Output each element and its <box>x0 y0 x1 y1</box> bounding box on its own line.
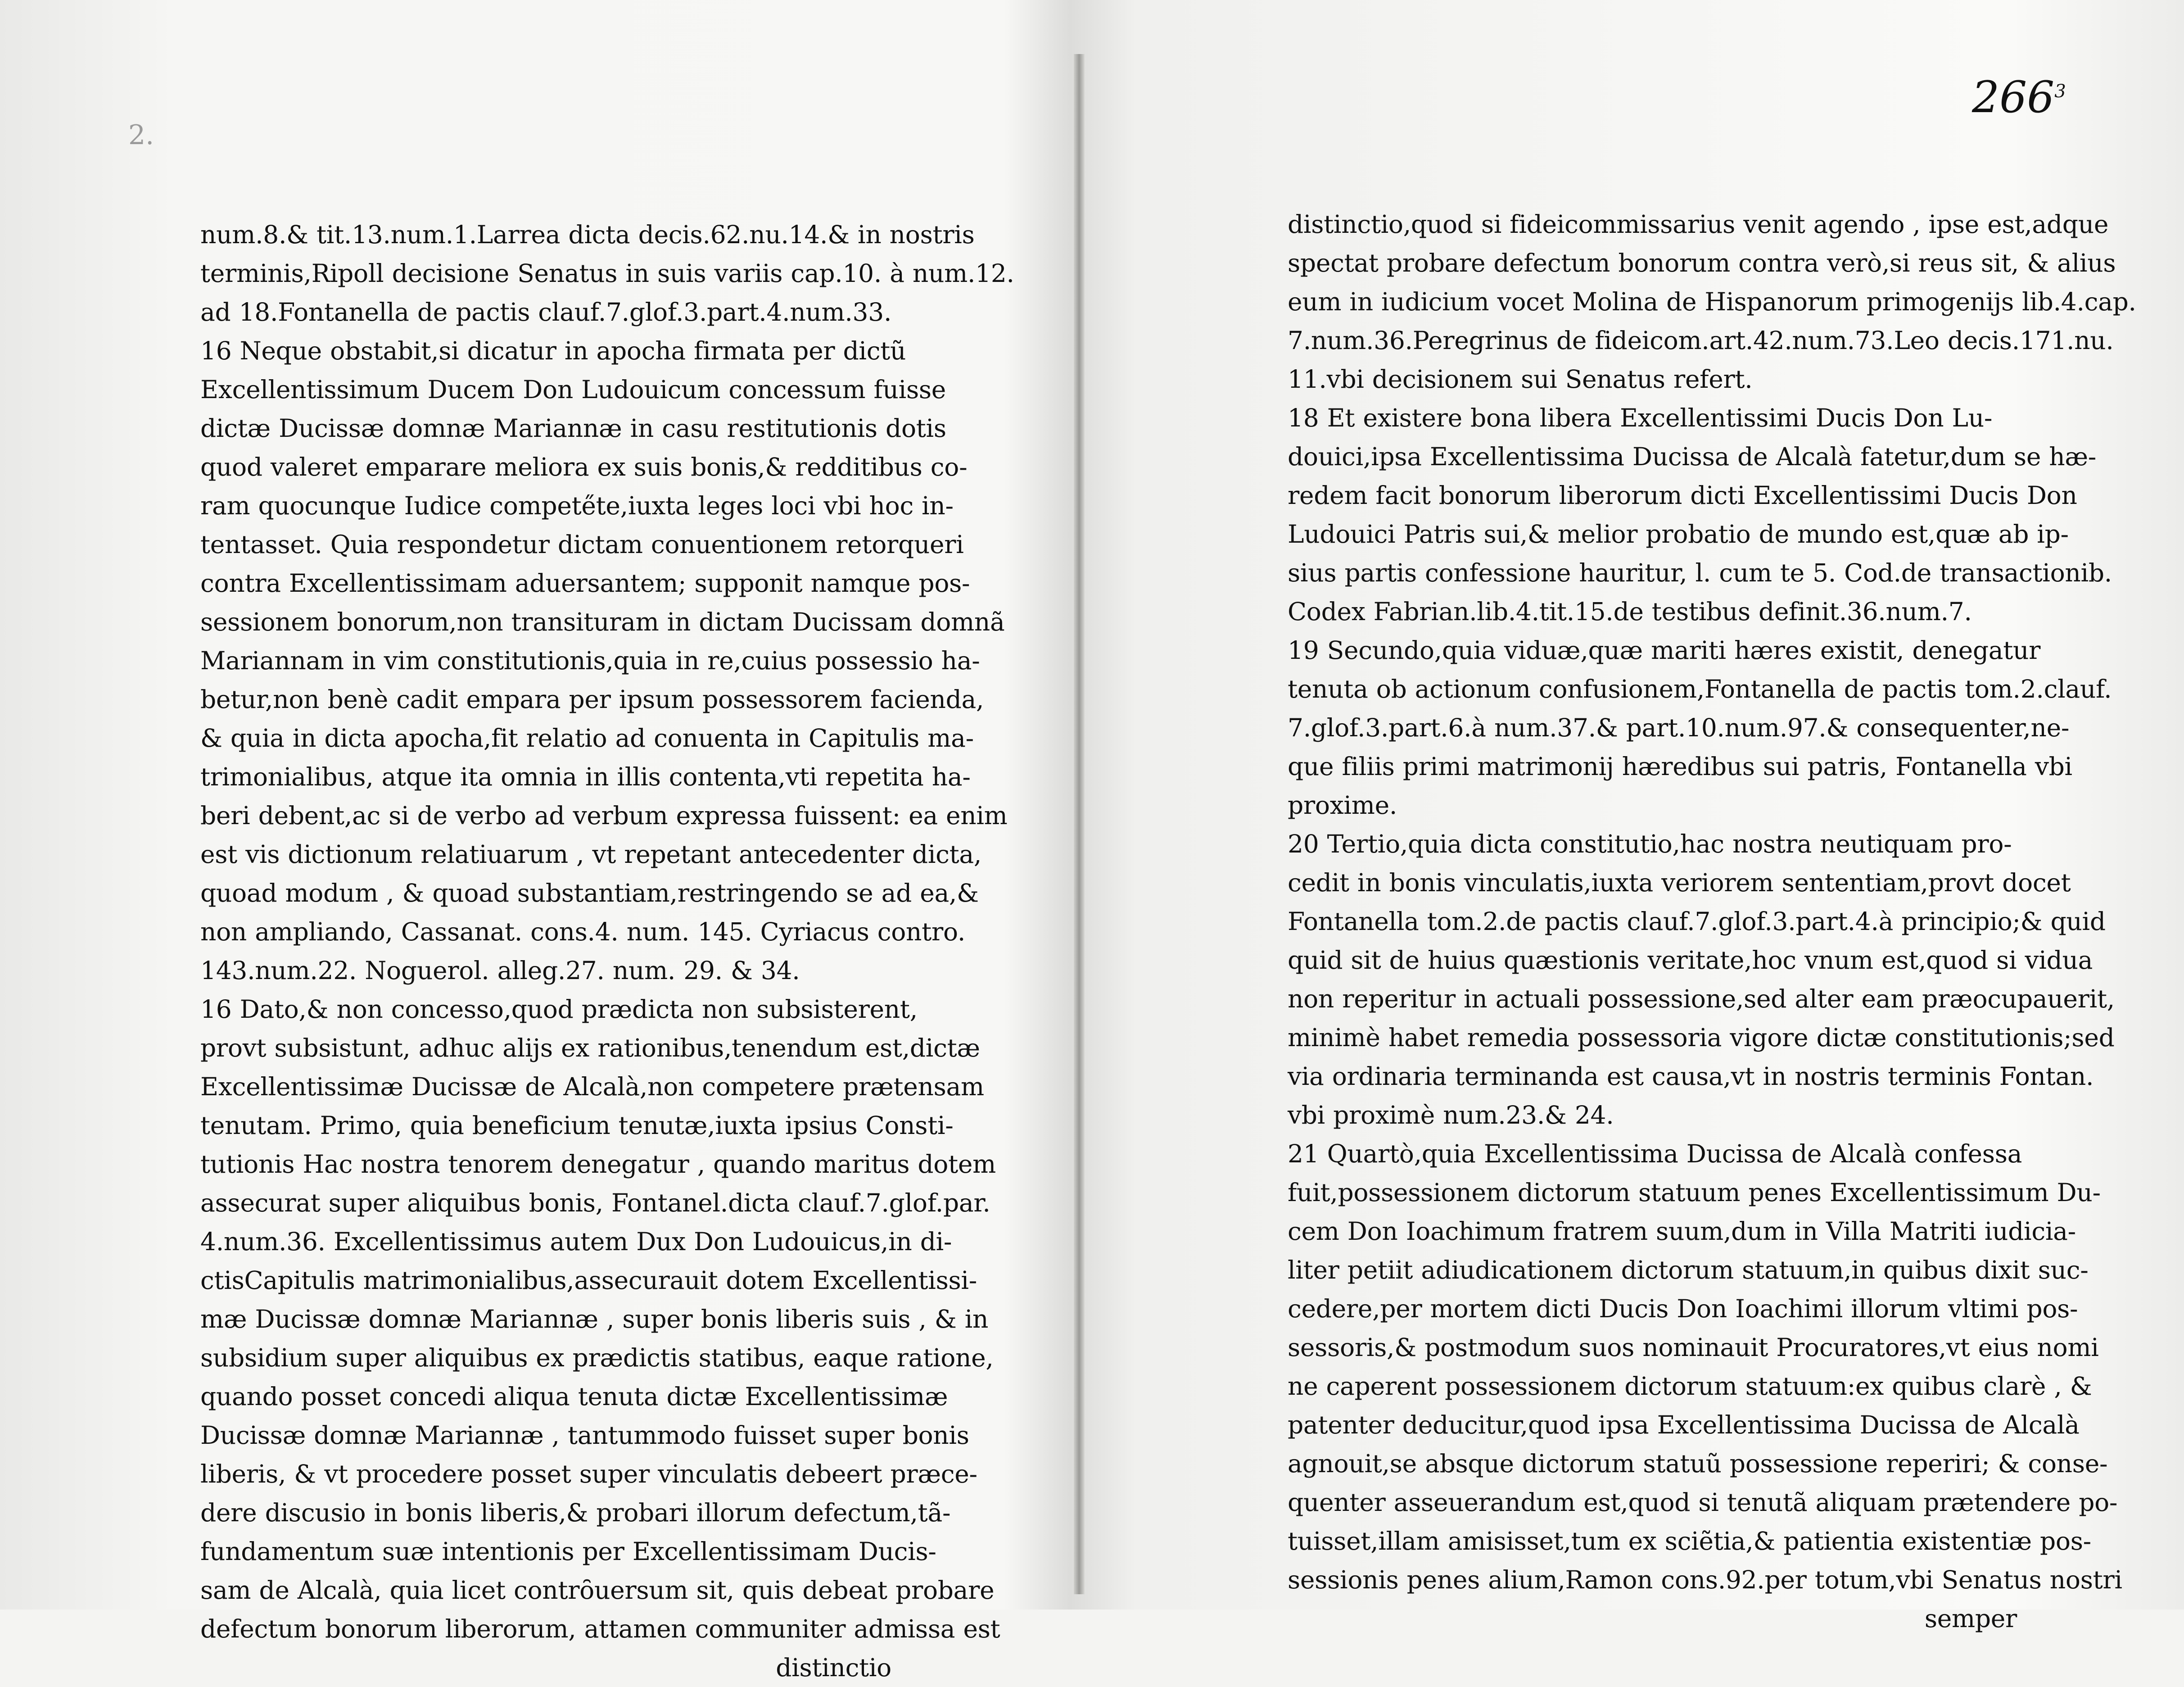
left-text-line: quando posset concedi aliqua tenuta dictæ Excellentissimæ <box>200 1382 948 1411</box>
right-text-line: fuit,possessionem dictorum statuum penes Excellentissimum Du- <box>1288 1178 2101 1207</box>
right-text-line: Ludouici Patris sui,& melior probatio de mundo est,quæ ab ip- <box>1288 520 2069 549</box>
left-text-line: ad 18.Fontanella de pactis clauf.7.glof.3.part.4.num.33. <box>200 298 892 327</box>
folio-number-value: 266 <box>1972 72 2055 122</box>
right-text-line: vbi proximè num.23.& 24. <box>1288 1101 1614 1129</box>
top-left-mark: 2. <box>128 119 154 151</box>
left-text-line: tenutam. Primo, quia beneficium tenutæ,iuxta ipsius Consti- <box>200 1111 954 1140</box>
right-text-line: Fontanella tom.2.de pactis clauf.7.glof.3.part.4.à principio;& quid <box>1288 907 2106 936</box>
right-text-line: non reperitur in actuali possessione,sed alter eam præocupauerit, <box>1288 984 2115 1013</box>
left-text-line: tutionis Hac nostra tenorem denegatur , quando maritus dotem <box>200 1150 996 1179</box>
left-text-line: sessionem bonorum,non transituram in dictam Ducissam domnã <box>200 608 1005 636</box>
left-text-line: 143.num.22. Noguerol. alleg.27. num. 29. & 34. <box>200 956 800 985</box>
right-text-line: tenuta ob actionum confusionem,Fontanella de pactis tom.2.clauf. <box>1288 675 2112 703</box>
right-text-line: via ordinaria terminanda est causa,vt in nostris terminis Fontan. <box>1288 1062 2094 1091</box>
right-text-line: sius partis confessione hauritur, l. cum te 5. Cod.de transactionib. <box>1288 558 2112 587</box>
left-text-line: dictæ Ducissæ domnæ Mariannæ in casu restitutionis dotis <box>200 414 946 443</box>
right-text-line: 19 Secundo,quia viduæ,quæ mariti hæres existit, denegatur <box>1288 636 2041 665</box>
right-text-line: Codex Fabrian.lib.4.tit.15.de testibus definit.36.num.7. <box>1288 597 1972 626</box>
right-text-line: quid sit de huius quæstionis veritate,hoc vnum est,quod si vidua <box>1288 946 2093 975</box>
left-text-line: contra Excellentissimam aduersantem; supponit namque pos- <box>200 569 970 598</box>
left-text-line: Mariannam in vim constitutionis,quia in re,cuius possessio ha- <box>200 646 980 675</box>
right-text-line: spectat probare defectum bonorum contra verò,si reus sit, & alius <box>1288 249 2116 277</box>
left-page-text <box>200 215 1014 1687</box>
right-text-line: 18 Et existere bona libera Excellentissimi Ducis Don Lu- <box>1288 404 1993 432</box>
right-text-line: proxime. <box>1288 791 1397 820</box>
left-text-line: liberis, & vt procedere posset super vinculatis debeert præce- <box>200 1460 977 1488</box>
right-text-line: 11.vbi decisionem sui Senatus refert. <box>1288 365 1753 394</box>
left-text-line: dere discusio in bonis liberis,& probari illorum defectum,tã- <box>200 1498 951 1527</box>
left-text-line: sam de Alcalà, quia licet contrȏuersum sit, quis debeat probare <box>200 1576 995 1605</box>
left-text-line: 4.num.36. Excellentissimus autem Dux Don Ludouicus,in di- <box>200 1227 952 1256</box>
left-text-line: provt subsistunt, adhuc alijs ex rationibus,tenendum est,dictæ <box>200 1034 980 1062</box>
left-text-line: beri debent,ac si de verbo ad verbum expressa fuissent: ea enim <box>200 801 1008 830</box>
right-text-line: sessoris,& postmodum suos nominauit Procuratores,vt eius nomi <box>1288 1333 2099 1362</box>
left-text-line: Excellentissimæ Ducissæ de Alcalà,non competere prætensam <box>200 1072 984 1101</box>
right-text-line: minimè habet remedia possessoria vigore dictæ constitutionis;sed <box>1288 1023 2115 1052</box>
right-text-line: 7.num.36.Peregrinus de fideicom.art.42.num.73.Leo decis.171.nu. <box>1288 326 2114 355</box>
left-text-line: & quia in dicta apocha,fit relatio ad conuenta in Capitulis ma- <box>200 724 974 753</box>
right-page-text <box>1288 205 2136 1638</box>
right-text-line: cem Don Ioachimum fratrem suum,dum in Villa Matriti iudicia- <box>1288 1217 2076 1246</box>
right-text-line: cedit in bonis vinculatis,iuxta veriorem sententiam,provt docet <box>1288 868 2071 897</box>
left-text-line: num.8.& tit.13.num.1.Larrea dicta decis.62.nu.14.& in nostris <box>200 220 975 249</box>
left-text-line: ram quocunque Iudice compete̋te,iuxta leges loci vbi hoc in- <box>200 491 954 520</box>
right-text-line: tuisset,illam amisisset,tum ex sciẽtia,& patientia existentiæ pos- <box>1288 1527 2091 1555</box>
right-text-line: cedere,per mortem dicti Ducis Don Ioachimi illorum vltimi pos- <box>1288 1294 2078 1323</box>
left-text-line: est vis dictionum relatiuarum , vt repetant antecedenter dicta, <box>200 840 982 869</box>
left-text-line: quod valeret emparare meliora ex suis bonis,& redditibus co- <box>200 453 968 481</box>
right-text-line: eum in iudicium vocet Molina de Hispanorum primogenijs lib.4.cap. <box>1288 287 2136 316</box>
right-text-line: distinctio,quod si fideicommissarius venit agendo , ipse est,adque <box>1288 210 2109 239</box>
left-text-line: subsidium super aliquibus ex prædictis statibus, eaque ratione, <box>200 1343 994 1372</box>
right-text-line: 20 Tertio,quia dicta constitutio,hac nostra neutiquam pro- <box>1288 830 2012 858</box>
left-text-line: terminis,Ripoll decisione Senatus in suis variis cap.10. à num.12. <box>200 259 1014 288</box>
left-text-line: non ampliando, Cassanat. cons.4. num. 145. Cyriacus contro. <box>200 917 966 946</box>
right-catchword: semper <box>1924 1604 2017 1633</box>
right-text-line: agnouit,se absque dictorum statuũ possessione reperiri; & conse- <box>1288 1449 2108 1478</box>
right-text-line: 7.glof.3.part.6.à num.37.& part.10.num.97.& consequenter,ne- <box>1288 713 2070 742</box>
right-text-line: ne caperent possessionem dictorum statuum:ex quibus clarè , & <box>1288 1372 2092 1401</box>
right-text-line: douici,ipsa Excellentissima Ducissa de Alcalà fatetur,dum se hæ- <box>1288 442 2097 471</box>
left-text-line: betur,non benè cadit empara per ipsum possessorem facienda, <box>200 685 984 714</box>
left-text-line: fundamentum suæ intentionis per Excellentissimam Ducis- <box>200 1537 936 1566</box>
right-text-line: sessionis penes alium,Ramon cons.92.per totum,vbi Senatus nostri <box>1288 1565 2122 1594</box>
left-text-line: assecurat super aliquibus bonis, Fontanel.dicta clauf.7.glof.par. <box>200 1188 990 1217</box>
left-text-line: Excellentissimum Ducem Don Ludouicum concessum fuisse <box>200 375 946 404</box>
right-text-line: quenter asseuerandum est,quod si tenutã aliquam prætendere po- <box>1288 1488 2118 1517</box>
right-text-line: que filiis primi matrimonij hæredibus sui patris, Fontanella vbi <box>1288 752 2072 781</box>
left-text-line: 16 Dato,& non concesso,quod prædicta non subsisterent, <box>200 995 918 1024</box>
left-text-line: mæ Ducissæ domnæ Mariannæ , super bonis liberis suis , & in <box>200 1305 989 1333</box>
left-text-line: ctisCapitulis matrimonialibus,assecurauit dotem Excellentissi- <box>200 1266 977 1295</box>
right-text-line: liter petiit adiudicationem dictorum statuum,in quibus dixit suc- <box>1288 1256 2089 1284</box>
folio-mark: 3 <box>2054 81 2066 102</box>
left-text-line: tentasset. Quia respondetur dictam conuentionem retorqueri <box>200 530 964 559</box>
left-text-line: 16 Neque obstabit,si dicatur in apocha firmata per dictũ <box>200 336 906 365</box>
left-text-line: defectum bonorum liberorum, attamen communiter admissa est <box>200 1614 1000 1643</box>
folio-number <box>1972 72 2066 122</box>
left-text-line: trimonialibus, atque ita omnia in illis contenta,vti repetita ha- <box>200 762 971 791</box>
right-text-line: 21 Quartò,quia Excellentissima Ducissa de Alcalà confessa <box>1288 1139 2022 1168</box>
right-text-line: redem facit bonorum liberorum dicti Excellentissimi Ducis Don <box>1288 481 2077 510</box>
left-text-line: quoad modum , & quoad substantiam,restringendo se ad ea,& <box>200 879 979 907</box>
left-catchword: distinctio <box>776 1653 891 1682</box>
right-text-line: patenter deducitur,quod ipsa Excellentissima Ducissa de Alcalà <box>1288 1410 2080 1439</box>
left-text-line: Ducissæ domnæ Mariannæ , tantummodo fuisset super bonis <box>200 1421 969 1450</box>
